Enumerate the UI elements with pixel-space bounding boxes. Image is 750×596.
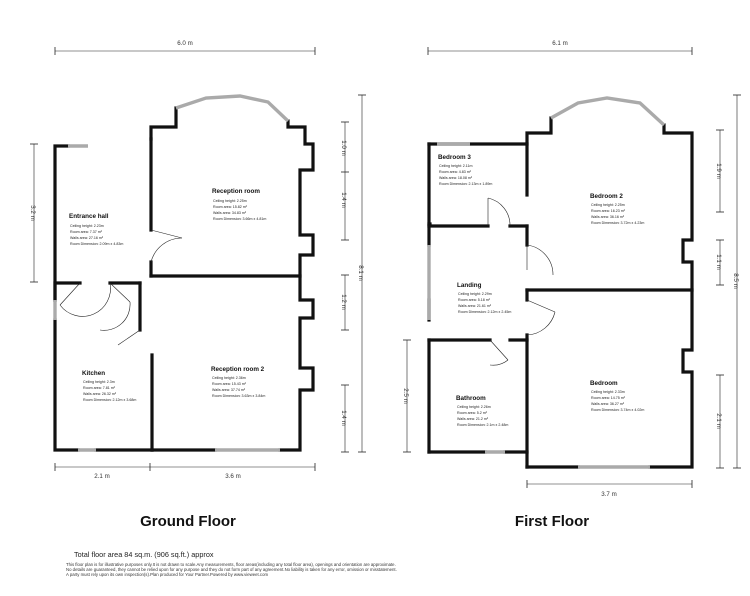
ff-dim-right-3: 2.1 m xyxy=(715,413,722,429)
ff-room-bedroom-2 xyxy=(590,193,644,225)
room-detail: Ceiling height: 2.3m xyxy=(83,380,115,384)
room-detail: Ceiling height: 2.25m xyxy=(591,203,625,207)
ff-dim-bottom: 3.7 m xyxy=(601,491,617,498)
ff-room-bedroom xyxy=(590,380,644,412)
gf-dim-right-1: 1.0 m xyxy=(340,140,347,156)
room-name: Bedroom 3 xyxy=(438,154,471,161)
ff-dim-right-total: 8.5 m xyxy=(732,273,739,289)
room-detail: Room area: 5.2 m² xyxy=(457,411,487,415)
room-detail: Ceiling height: 2.11m xyxy=(439,164,473,168)
ground-floor-doors xyxy=(60,230,182,345)
room-detail: Room Dimension: 2.12m x 2.45m xyxy=(458,310,512,314)
room-name: Bedroom 2 xyxy=(590,193,623,200)
room-detail: Room area: 16.23 m² xyxy=(591,209,625,213)
room-name: Kitchen xyxy=(82,370,106,377)
room-detail: Room area: 7.37 m² xyxy=(70,230,102,234)
gf-dim-right-2: 1.4 m xyxy=(340,192,347,208)
room-detail: Room Dimension: 3.74m x 4.02m xyxy=(591,408,645,412)
ff-room-bedroom-3 xyxy=(438,154,492,186)
room-detail: Room Dimension: 2.1m x 2.48m xyxy=(457,423,509,427)
gf-dim-top-width: 6.0 m xyxy=(177,40,193,47)
room-detail: Ceiling height: 2.25m xyxy=(213,199,247,203)
room-detail: Room Dimension: 2.12m x 3.68m xyxy=(83,398,137,402)
gf-dim-right-4: 1.4 m xyxy=(340,410,347,426)
gf-dim-left-height: 3.2 m xyxy=(29,205,36,221)
room-detail: Walls area: 37.74 m² xyxy=(212,388,246,392)
gf-room-reception-room-2 xyxy=(211,366,265,398)
gf-room-kitchen xyxy=(82,370,136,402)
room-detail: Room Dimension: 2.09m x 4.83m xyxy=(70,242,124,246)
ff-dim-right-2: 1.1 m xyxy=(715,254,722,270)
ff-room-bathroom xyxy=(456,395,508,427)
room-detail: Room area: 7.81 m² xyxy=(83,386,115,390)
room-detail: Walls area: 21.2 m² xyxy=(457,417,489,421)
ground-floor-walls xyxy=(55,96,313,450)
room-detail: Room area: 15.82 m² xyxy=(213,205,247,209)
room-detail: Ceiling height: 2.26m xyxy=(457,405,491,409)
room-detail: Walls area: 21.61 m² xyxy=(458,304,492,308)
room-detail: Walls area: 36.16 m² xyxy=(591,215,625,219)
disclaimer-line-1: This floor plan is for illustrative purposes only.It is not drawn to scale.Any measurements, floor areas(including any total floor area), openings and orientation are approximate. xyxy=(66,562,396,567)
ff-dim-top-width: 6.1 m xyxy=(552,40,568,47)
ground-floor-dimensions xyxy=(29,40,366,480)
room-name: Bathroom xyxy=(456,395,486,402)
room-name: Reception room xyxy=(212,188,260,195)
room-detail: Ceiling height: 2.23m xyxy=(70,224,104,228)
room-detail: Ceiling height: 2.36m xyxy=(212,376,246,380)
gf-room-entrance-hall xyxy=(69,213,123,246)
ground-floor-title: Ground Floor xyxy=(140,513,236,530)
ff-dim-left-height: 2.5 m xyxy=(402,388,409,404)
room-detail: Room area: 4.83 m² xyxy=(439,170,471,174)
ff-dim-right-1: 1.9 m xyxy=(715,163,722,179)
gf-dim-bottom-right: 3.6 m xyxy=(225,473,241,480)
room-detail: Walls area: 26.32 m² xyxy=(83,392,117,396)
room-detail: Room Dimension: 3.66m x 4.81m xyxy=(213,217,267,221)
room-detail: Walls area: 18.08 m² xyxy=(439,176,473,180)
first-floor-title: First Floor xyxy=(514,513,590,530)
first-floor-dimensions xyxy=(402,40,741,498)
gf-dim-bottom-left: 2.1 m xyxy=(94,473,110,480)
room-name: Landing xyxy=(457,282,482,289)
room-detail: Room area: 5.18 m² xyxy=(458,298,490,302)
disclaimer-line-3: A party must rely upon its own inspection(s).Plan produced for Your Partner.Powered by www.vieweet.com xyxy=(66,572,269,577)
room-detail: Room Dimension: 2.13m x 1.89m xyxy=(439,182,493,186)
room-detail: Walls area: 36.27 m² xyxy=(591,402,625,406)
room-detail: Ceiling height: 2.29m xyxy=(458,292,492,296)
ground-floor-plan xyxy=(29,40,366,530)
room-detail: Room Dimension: 3.63m x 3.84m xyxy=(212,394,266,398)
room-detail: Ceiling height: 2.33m xyxy=(591,390,625,394)
disclaimer-line-2: No details are guaranteed, they cannot be relied upon for any purpose and they do not form part of any agreement.No liability is taken for any error, omission or misstatement. xyxy=(66,567,397,572)
room-name: Bedroom xyxy=(590,380,618,387)
total-floor-area: Total floor area 84 sq.m. (906 sq.ft.) approx xyxy=(74,550,214,559)
room-detail: Room area: 15.43 m² xyxy=(212,382,246,386)
room-detail: Room area: 14.75 m² xyxy=(591,396,625,400)
room-name: Entrance hall xyxy=(69,213,109,220)
gf-dim-right-total: 8.1 m xyxy=(357,265,364,281)
room-detail: Walls area: 34.83 m² xyxy=(213,211,247,215)
gf-dim-right-3: 1.2 m xyxy=(340,294,347,310)
ff-room-landing xyxy=(457,282,511,314)
gf-room-reception-room xyxy=(212,188,266,221)
first-floor-plan xyxy=(402,40,741,530)
room-detail: Walls area: 27.16 m² xyxy=(70,236,104,240)
room-detail: Room Dimension: 3.72m x 4.23m xyxy=(591,221,645,225)
room-name: Reception room 2 xyxy=(211,366,265,373)
